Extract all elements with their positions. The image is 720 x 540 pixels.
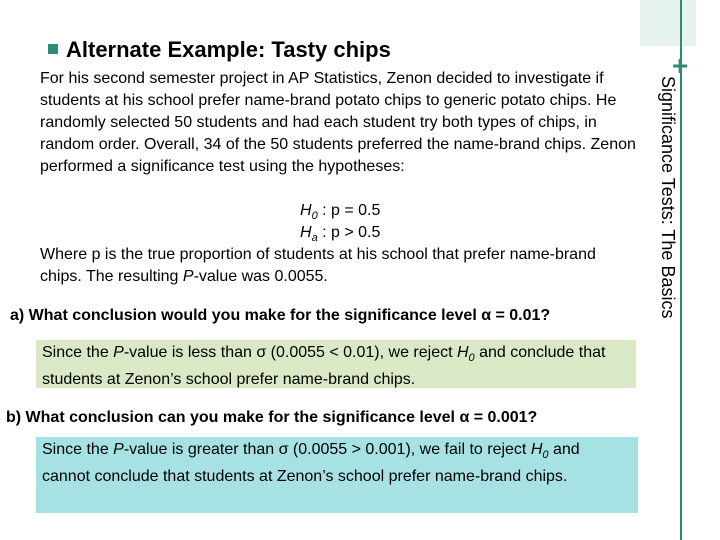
plus-icon: + — [672, 50, 689, 81]
vertical-accent-line — [680, 0, 682, 540]
alternative-hypothesis: $H_a$ : p > 0.5 — [300, 224, 381, 245]
parameter-definition: Where p is the true proportion of students at his school that prefer name-brand chips. The resulting P-value was 0.0055. — [40, 246, 596, 285]
question-a: a) What conclusion would you make for the significance level α = 0.01? — [10, 307, 551, 324]
square-bullet-icon — [48, 44, 58, 54]
slide-title-row — [48, 36, 391, 64]
slide-title: Alternate Example: Tasty chips — [66, 37, 391, 62]
side-title: Significance Tests: The Basics — [658, 76, 678, 319]
answer-a-box: Since the P-value is less than σ (0.0055 < 0.01), we reject $H_0$ and conclude that students at Zenon’s school prefer name-brand chips. — [36, 340, 636, 388]
answer-b-box: Since the P-value is greater than σ (0.0055 > 0.001), we fail to reject $H_0$ and cannot conclude that students at Zenon’s school prefer name-brand chips. — [36, 437, 638, 513]
question-b: b) What conclusion can you make for the significance level α = 0.001? — [6, 409, 538, 426]
corner-decoration — [640, 0, 696, 46]
null-hypothesis: $H_0$ : p = 0.5 — [300, 202, 381, 223]
intro-paragraph: For his second semester project in AP Statistics, Zenon decided to investigate if students at his school prefer name-brand potato chips to generic potato chips. He randomly selected 50 students and had each student try both types of chips, in random order. Overall, 34 of the 50 students preferred the name-brand chips. Zenon performed a significance test using the hypotheses: — [40, 70, 636, 175]
